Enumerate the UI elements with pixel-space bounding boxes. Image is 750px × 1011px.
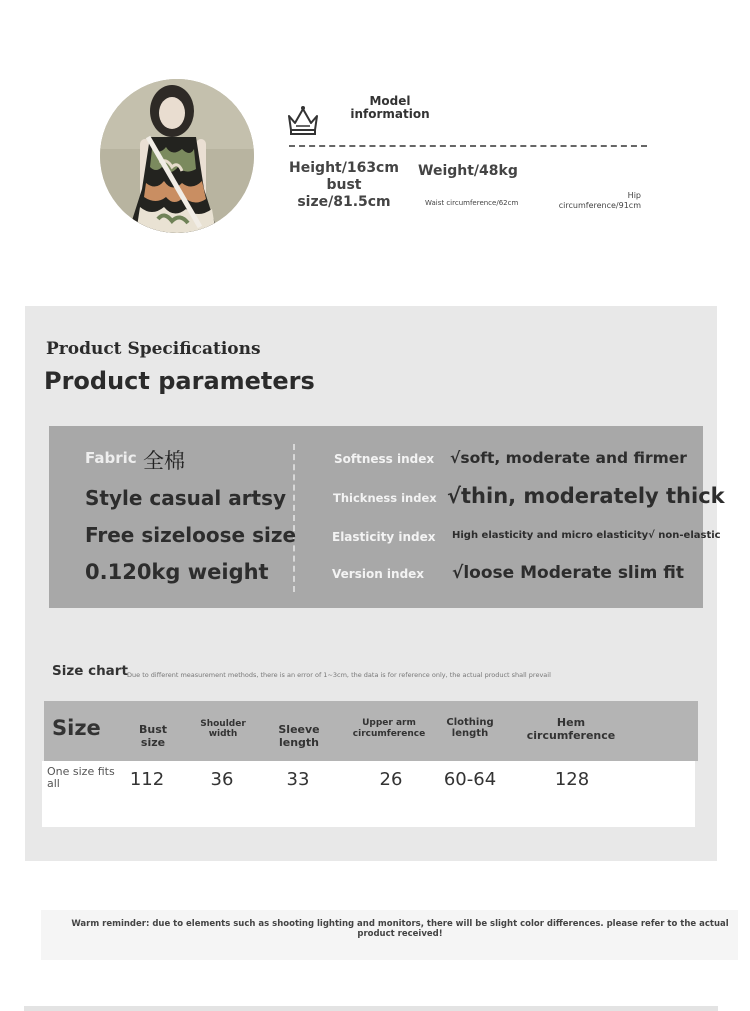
cell-clothing-length: 60-64: [443, 769, 497, 790]
bottom-divider: [24, 1006, 718, 1011]
size-chart-note: Due to different measurement methods, there is an error of 1~3cm, the data is for reference only, the actual product shall prevail: [127, 671, 551, 679]
cell-bust: 112: [129, 769, 165, 790]
dashed-divider: [289, 145, 647, 147]
cell-upper-arm: 26: [379, 769, 403, 790]
thickness-value: √thin, moderately thick: [447, 484, 725, 508]
model-height: Height/163cm: [289, 160, 399, 176]
header-bust: Bust size: [138, 723, 168, 749]
header-size: Size: [52, 716, 101, 740]
model-hip: Hip circumference/91cm: [558, 191, 641, 210]
softness-value: √soft, moderate and firmer: [450, 449, 687, 467]
fabric-label: Fabric: [85, 449, 137, 467]
version-label: Version index: [332, 567, 425, 581]
header-hem: Hem circumference: [526, 716, 616, 742]
style-value: Style casual artsy: [85, 486, 287, 510]
model-waist: Waist circumference/62cm: [425, 199, 519, 207]
version-value: √loose Moderate slim fit: [452, 563, 684, 583]
header-sleeve: Sleeve length: [278, 723, 320, 749]
header-shoulder: Shoulder width: [200, 719, 246, 739]
crown-icon: [286, 104, 320, 136]
parameters-divider: [293, 444, 295, 592]
model-info-title: Model information: [350, 94, 430, 121]
cell-sleeve: 33: [286, 769, 310, 790]
elasticity-label: Elasticity index: [332, 530, 436, 544]
cell-shoulder: 36: [210, 769, 234, 790]
cell-size: One size fits all: [47, 765, 115, 790]
reminder-text: Warm reminder: due to elements such as shooting lighting and monitors, there will be slight color differences. please refer to the actual product received!: [71, 919, 729, 939]
header-clothing-length: Clothing length: [446, 717, 494, 739]
model-weight: Weight/48kg: [418, 163, 518, 179]
model-photo-illustration: [100, 79, 254, 233]
fabric-value: 全棉: [143, 449, 185, 473]
specifications-heading: Product Specifications: [46, 339, 261, 359]
model-bust: bust size/81.5cm: [297, 177, 391, 210]
weight-value: 0.120kg weight: [85, 560, 269, 584]
model-photo: [100, 79, 254, 233]
size-type-value: Free sizeloose size: [85, 523, 297, 547]
parameters-title: Product parameters: [44, 367, 315, 395]
size-chart-title: Size chart: [52, 663, 128, 679]
elasticity-value: High elasticity and micro elasticity√ non-elastic: [452, 530, 721, 541]
header-upper-arm: Upper arm circumference: [352, 718, 426, 739]
softness-label: Softness index: [334, 452, 435, 466]
cell-hem: 128: [554, 769, 590, 790]
model-height-bust: [287, 160, 401, 211]
thickness-label: Thickness index: [333, 491, 437, 505]
